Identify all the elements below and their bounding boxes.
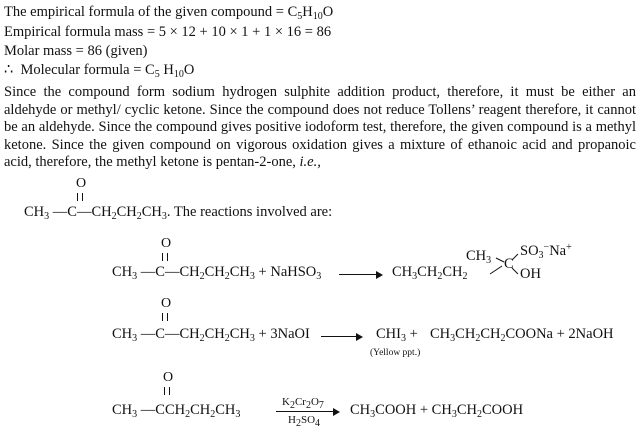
formula-text: —C—CH	[137, 264, 200, 280]
formula-text: —C—CH	[49, 204, 112, 220]
formula-text: CH	[204, 326, 225, 342]
charge: +	[566, 242, 572, 253]
formula-text: CH	[116, 204, 137, 220]
subscript: 5	[297, 11, 303, 22]
subscript: 2	[224, 271, 230, 282]
formula-text: +	[405, 326, 418, 342]
formula-text: CH	[112, 326, 133, 342]
molecular-formula-line	[4, 62, 194, 79]
reagent-text: + 3NaOI	[254, 326, 310, 342]
subscript: 2	[224, 333, 230, 344]
subscript: 3	[538, 250, 544, 261]
oxidation-products	[350, 402, 523, 419]
subscript: 3	[132, 271, 138, 282]
subscript: 2	[500, 333, 506, 344]
subscript: 2	[136, 211, 142, 222]
bond-line	[512, 268, 518, 274]
product-hydroxyl: OH	[520, 266, 541, 282]
carbonyl-oxygen: O	[161, 236, 172, 251]
molar-mass-line: Molar mass = 86 (given)	[4, 43, 148, 59]
formula-text: CH	[204, 264, 225, 280]
empirical-mass-line: Empirical formula mass = 5 × 12 + 10 × 1 + 1 × 16 = 86	[4, 24, 332, 40]
subscript: 3	[451, 409, 457, 420]
charge: −	[543, 242, 550, 253]
molecular-formula-text: Molecular formula = C	[20, 62, 155, 78]
element-h: H	[302, 4, 313, 20]
oxidant-label: $K_2Cr_2O_7$	[282, 396, 324, 411]
subscript: 2	[476, 409, 482, 420]
subscript: 3	[450, 333, 456, 344]
subscript: 3	[486, 255, 492, 266]
formula-text: Na	[549, 243, 567, 259]
subscript: 5	[154, 69, 160, 80]
empirical-formula-line	[4, 4, 333, 21]
formula-text: CH	[24, 204, 45, 220]
yellow-ppt-note: (Yellow ppt.)	[370, 348, 421, 358]
reagent-text: + NaHSO	[254, 264, 317, 280]
formula-text: CH	[430, 326, 451, 342]
formula-text: CH	[164, 402, 186, 418]
element-h: H	[159, 62, 174, 78]
formula-text: H	[288, 414, 296, 426]
subscript: 3	[412, 271, 418, 282]
formula-text: CHI	[376, 326, 401, 342]
product-central-carbon: C	[504, 256, 514, 272]
formula-text: CH	[417, 264, 438, 280]
subscript: 2	[199, 333, 205, 344]
reaction-2-reactants	[112, 326, 310, 343]
carbonyl-oxygen: O	[161, 296, 172, 311]
subscript: 2	[462, 271, 468, 282]
pentanone-structure	[24, 204, 332, 221]
bond-line	[512, 254, 518, 260]
therefore-symbol: ∴	[4, 62, 14, 78]
double-bond	[77, 193, 83, 201]
ie-text: i.e.,	[299, 154, 321, 170]
formula-text: CH	[229, 326, 250, 342]
double-bond	[164, 387, 170, 395]
subscript: 3	[132, 333, 138, 344]
reaction-arrow	[339, 274, 381, 275]
double-bond	[162, 313, 168, 321]
acid-label: $H_2SO_4$	[288, 414, 321, 429]
subscript: 2	[185, 409, 191, 420]
subscript: 3	[316, 271, 322, 282]
subscript: 2	[475, 333, 481, 344]
carbonyl-oxygen: O	[163, 370, 174, 385]
subscript: 2	[199, 271, 205, 282]
reaction-1-reactants	[112, 264, 321, 281]
reaction-arrow	[321, 336, 361, 337]
formula-text: CH	[442, 264, 463, 280]
formula-text: COOH	[481, 402, 524, 418]
empirical-formula-text: The empirical formula of the given compound = C	[4, 4, 298, 20]
formula-text: CH	[350, 402, 371, 418]
formula-text: CH	[466, 248, 487, 264]
element-o: O	[322, 4, 334, 20]
subscript: 3	[400, 333, 406, 344]
reaction-arrow	[276, 411, 338, 412]
subscript: 3	[132, 409, 138, 420]
formula-text: CH	[112, 264, 133, 280]
formula-text: SO	[520, 243, 539, 259]
subscript: 3	[249, 333, 255, 344]
bond-line	[496, 258, 504, 262]
formula-text: —C—CH	[137, 326, 200, 342]
formula-text: CH	[229, 264, 250, 280]
subscript: 3	[249, 271, 255, 282]
formula-text: CH	[112, 402, 133, 418]
formula-text: C	[155, 402, 165, 418]
formula-text: CH	[190, 402, 211, 418]
subscript: 10	[312, 11, 323, 22]
explanation-text: Since the compound form sodium hydrogen sulphite addition product, therefore, it must be either an aldehyde or methyl/ cyclic ketone. Since the compound does not reduce Tollens’ reagent therefore, it cannot be an aldehyde. Since the compound gives positive iodoform test, therefore, the given compound is a methyl ketone. Since the given compound on vigorous oxidation gives a mixture of ethanoic acid and propanoic acid, therefore, the methyl ketone is pentan-2-one,	[4, 84, 636, 170]
subscript: 3	[161, 211, 167, 222]
explanation-paragraph	[4, 84, 636, 172]
double-bond	[162, 253, 168, 261]
subscript: 2	[111, 211, 117, 222]
bisulphite-product-chain	[392, 264, 467, 281]
subscript: 3	[370, 409, 376, 420]
element-o: O	[183, 62, 195, 78]
butanoate-product	[430, 326, 614, 343]
bond-line	[490, 266, 502, 274]
reaction-3-reactant: $CH_3$ $—CCH_2CH_2CH_3$	[112, 402, 241, 420]
formula-text: COOH + CH	[375, 402, 452, 418]
subscript: 2	[210, 409, 216, 420]
formula-text: K	[282, 396, 290, 408]
formula-text: CH	[455, 326, 476, 342]
formula-text: COONa + 2NaOH	[505, 326, 614, 342]
carbonyl-oxygen: O	[76, 176, 87, 191]
formula-text: CH	[392, 264, 413, 280]
formula-text: CH	[215, 402, 236, 418]
formula-text: CH	[480, 326, 501, 342]
subscript: 2	[437, 271, 443, 282]
product-sulphonate	[520, 243, 572, 260]
formula-text: CH	[141, 204, 162, 220]
formula-text: CH	[456, 402, 477, 418]
iodoform-product	[376, 326, 418, 343]
subscript: 3	[44, 211, 50, 222]
reactions-intro: . The reactions involved are:	[166, 204, 333, 220]
subscript: 10	[173, 69, 184, 80]
subscript: 3	[235, 409, 241, 420]
